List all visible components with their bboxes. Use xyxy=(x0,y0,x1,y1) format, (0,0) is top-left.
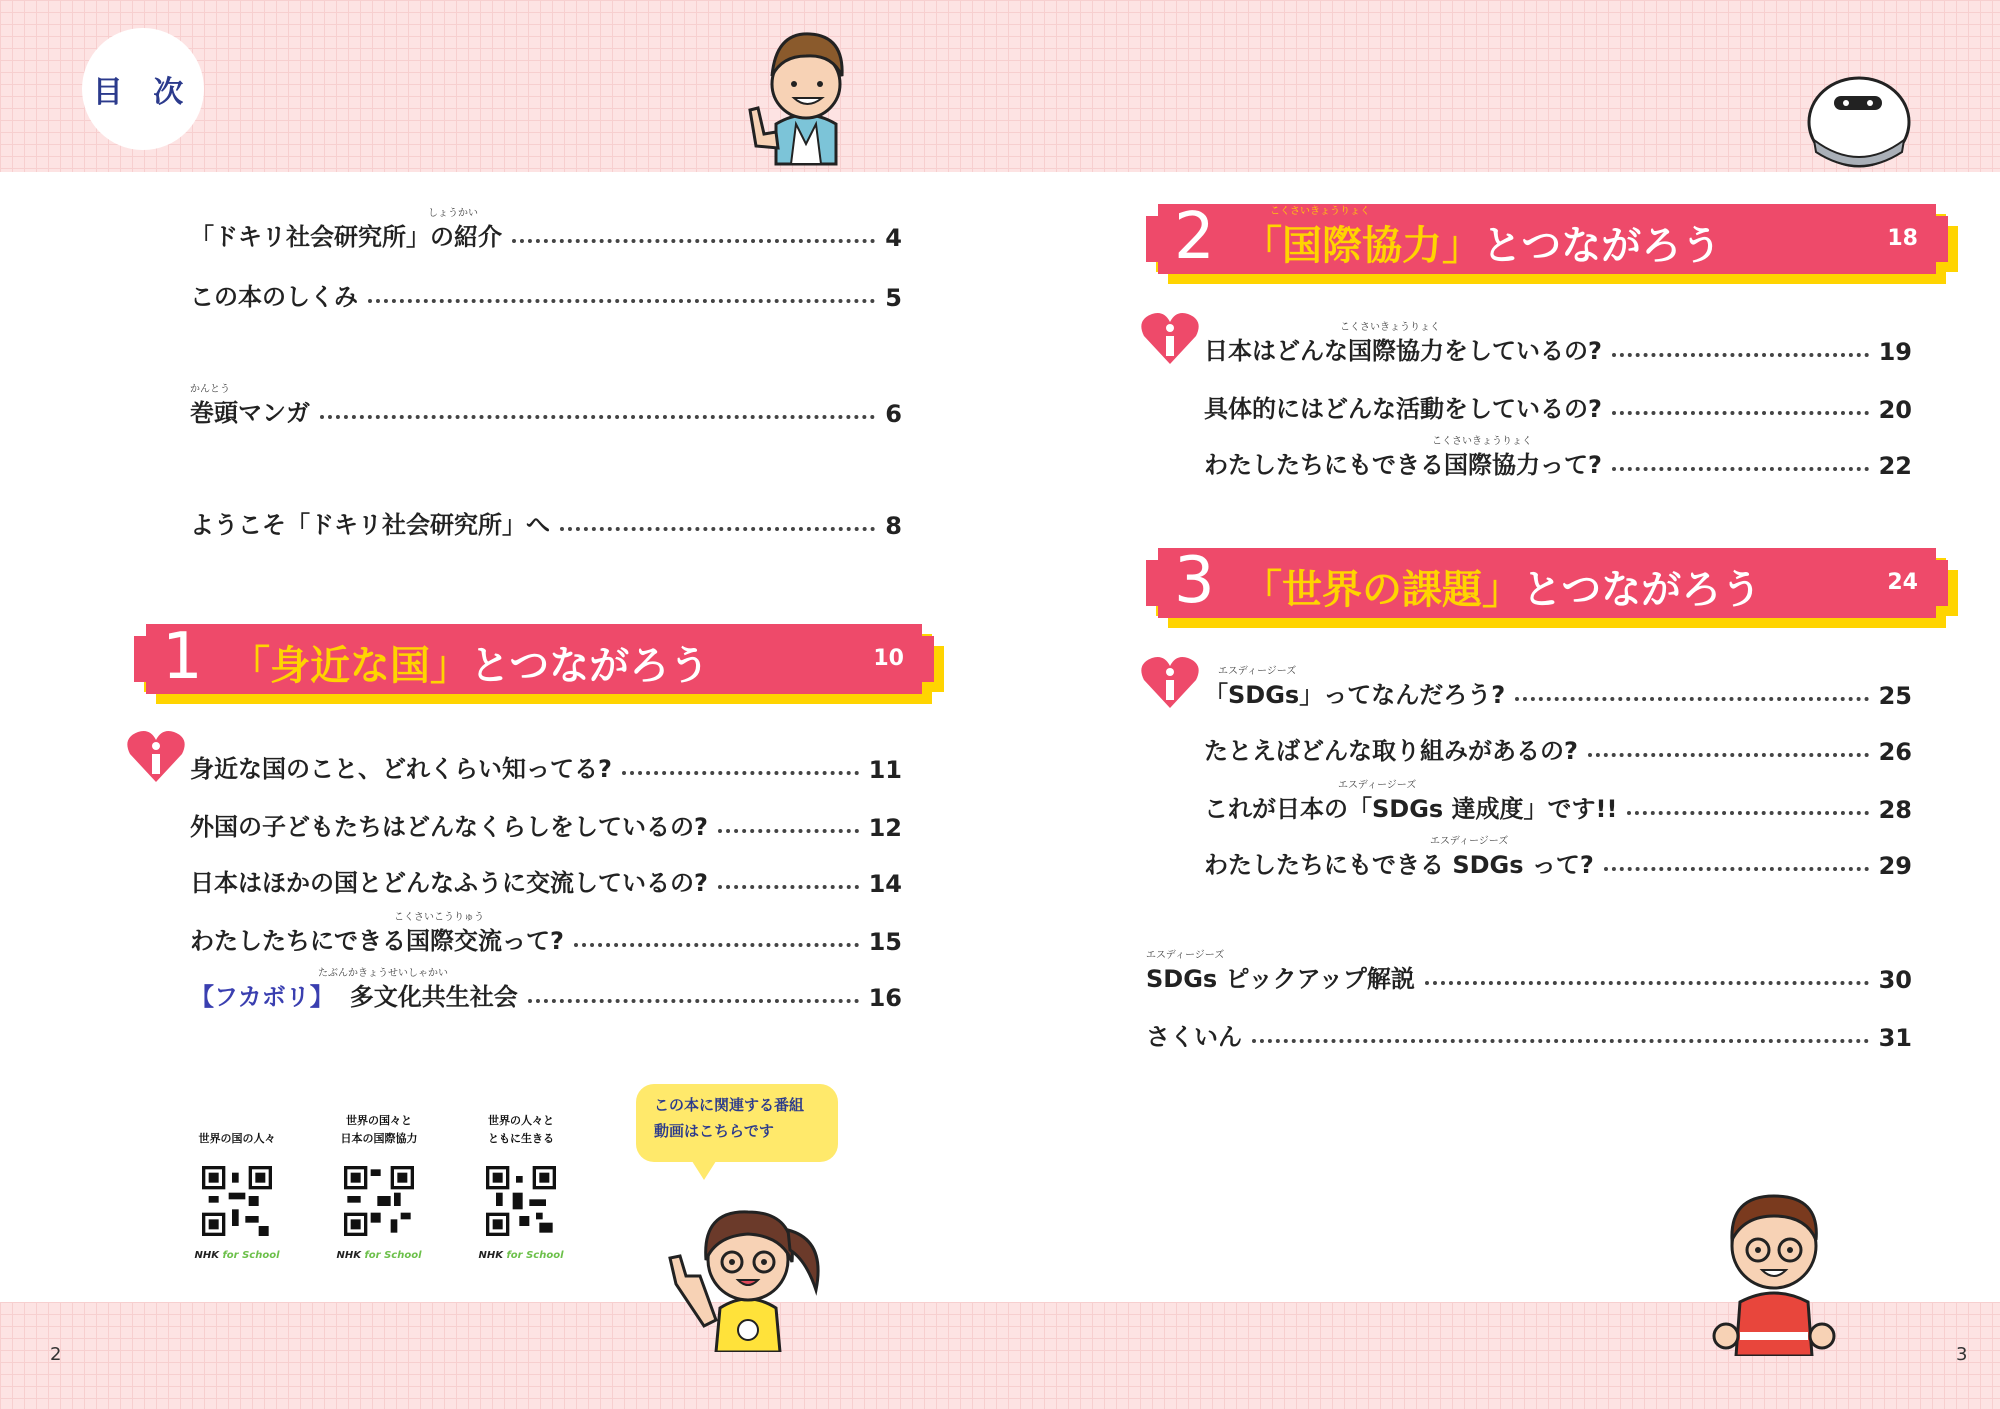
toc-label: 日本はほかの国とどんなふうに交流しているの? xyxy=(190,869,708,897)
toc-label: これが日本の「SDGs 達成度」です!! xyxy=(1204,795,1618,823)
robot-illustration xyxy=(1806,70,1912,168)
qr-caption: 世界の人々と ともに生きる xyxy=(488,1114,554,1145)
chapter-title xyxy=(1242,558,1761,615)
toc-page-number: 30 xyxy=(1878,966,1912,994)
ruby-text: こくさいきょうりょく xyxy=(1432,436,1532,447)
chapter-title xyxy=(1242,214,1721,271)
chapter-title-rest: とつながろう xyxy=(470,643,710,689)
toc-page-number: 5 xyxy=(885,284,902,312)
speech-bubble-line2: 動画はこちらです xyxy=(654,1122,774,1140)
chapter1-banner[interactable] xyxy=(134,620,934,694)
toc-page-number: 19 xyxy=(1878,338,1912,366)
toc-label: たとえばどんな取り組みがあるの? xyxy=(1204,737,1578,765)
ruby-text: エスディージーズ xyxy=(1338,780,1417,791)
chapter-page-number: 18 xyxy=(1887,226,1918,251)
toc-page-number: 25 xyxy=(1878,682,1912,710)
toc-label: 「SDGs」ってなんだろう? xyxy=(1204,681,1506,709)
toc-page-number: 6 xyxy=(885,400,902,428)
toc-item-book-structure[interactable] xyxy=(190,272,902,312)
toc-item-ch1-1[interactable] xyxy=(190,744,902,784)
leader-dots xyxy=(1612,353,1869,357)
toc-label: ようこそ「ドキリ社会研究所」へ xyxy=(190,511,550,539)
chapter-title-rest: とつながろう xyxy=(1522,567,1762,613)
toc-page-number: 14 xyxy=(868,870,902,898)
toc-page-number: 11 xyxy=(868,756,902,784)
toc-item-ch2-1[interactable] xyxy=(1204,322,1912,366)
toc-item-ch1-2[interactable] xyxy=(190,802,902,842)
leader-dots xyxy=(512,239,875,243)
boy-pointing-illustration xyxy=(736,14,876,172)
leader-dots xyxy=(1515,697,1868,701)
toc-item-ch3-2[interactable] xyxy=(1204,726,1912,766)
chapter-title-highlight: 「国際協力」 xyxy=(1242,223,1482,269)
ruby-text: こくさいきょうりょく xyxy=(1340,322,1440,333)
leader-dots xyxy=(528,999,859,1003)
toc-page-number: 15 xyxy=(868,928,902,956)
toc-label: 「ドキリ社会研究所」の紹介 xyxy=(190,223,502,251)
ruby-text: エスディージーズ xyxy=(1146,950,1225,961)
qr-caption: 世界の国の人々 xyxy=(198,1132,276,1145)
ruby-text: こくさいこうりゅう xyxy=(394,912,484,923)
qr-code-icon[interactable] xyxy=(344,1166,414,1236)
toc-label: 巻頭マンガ xyxy=(190,399,310,427)
chapter-title-rest: とつながろう xyxy=(1482,223,1722,269)
leader-dots xyxy=(1612,467,1869,471)
speech-bubble xyxy=(636,1084,838,1162)
qr-code-icon[interactable] xyxy=(202,1166,272,1236)
chapter-title-highlight: 「世界の課題」 xyxy=(1242,567,1522,613)
ruby-text: かんとう xyxy=(190,384,230,395)
leader-dots xyxy=(574,943,859,947)
toc-title: 目 次 xyxy=(92,75,194,110)
toc-item-ch1-fukabori[interactable] xyxy=(190,968,902,1012)
toc-label: わたしたちにもできる SDGs って? xyxy=(1204,851,1594,879)
chapter3-banner[interactable] xyxy=(1146,544,1948,618)
toc-label: SDGs ピックアップ解説 xyxy=(1146,965,1415,993)
fukabori-tag: 【フカボリ】 xyxy=(190,983,334,1011)
toc-item-index[interactable] xyxy=(1146,1012,1912,1052)
leader-dots xyxy=(1425,981,1869,985)
toc-item-ch2-3[interactable] xyxy=(1204,436,1912,480)
toc-page-number: 28 xyxy=(1878,796,1912,824)
chapter-number: 2 xyxy=(1174,200,1215,274)
qr-code-icon[interactable] xyxy=(486,1166,556,1236)
toc-label: わたしたちにもできる国際協力って? xyxy=(1204,451,1602,479)
chapter-page-number: 10 xyxy=(873,646,904,671)
toc-label: 具体的にはどんな活動をしているの? xyxy=(1204,395,1602,423)
leader-dots xyxy=(1252,1039,1869,1043)
boy-glasses-illustration xyxy=(1712,1176,1836,1356)
chapter-title-highlight: 「身近な国」 xyxy=(230,643,470,689)
speech-bubble-line1: この本に関連する番組 xyxy=(654,1096,805,1114)
toc-label: 外国の子どもたちはどんなくらしをしているの? xyxy=(190,813,708,841)
leader-dots xyxy=(1604,867,1869,871)
qr-code-block-2[interactable] xyxy=(324,1108,434,1261)
ruby-text: エスディージーズ xyxy=(1218,666,1297,677)
toc-page-number: 20 xyxy=(1878,396,1912,424)
toc-item-sdgs-pickup[interactable] xyxy=(1146,950,1912,994)
toc-item-ch3-1[interactable] xyxy=(1204,666,1912,710)
ruby-text: たぶんかきょうせいしゃかい xyxy=(318,968,448,979)
chapter-title xyxy=(230,634,709,691)
heart-info-icon xyxy=(126,728,186,784)
toc-page-number: 16 xyxy=(868,984,902,1012)
toc-label: さくいん xyxy=(1146,1023,1242,1051)
toc-label-wrapper xyxy=(190,977,518,1012)
ruby-text: こくさいきょうりょく xyxy=(1270,206,1370,217)
header-grid-band xyxy=(0,0,2000,172)
footer-grid-band xyxy=(0,1302,2000,1409)
ruby-text: エスディージーズ xyxy=(1430,836,1509,847)
toc-label: 身近な国のこと、どれくらい知ってる? xyxy=(190,755,612,783)
toc-item-ch2-2[interactable] xyxy=(1204,384,1912,424)
heart-info-icon xyxy=(1140,654,1200,710)
nhk-for-school-logo: NHK for School xyxy=(194,1250,280,1261)
toc-item-ch1-4[interactable] xyxy=(190,912,902,956)
toc-page-number: 26 xyxy=(1878,738,1912,766)
toc-item-ch3-4[interactable] xyxy=(1204,836,1912,880)
toc-page-number: 8 xyxy=(885,512,902,540)
toc-page-number: 29 xyxy=(1878,852,1912,880)
girl-waving-illustration xyxy=(656,1180,840,1352)
leader-dots xyxy=(1612,411,1869,415)
toc-title-badge xyxy=(82,28,204,150)
leader-dots xyxy=(622,771,859,775)
leader-dots xyxy=(560,527,875,531)
ruby-text: しょうかい xyxy=(428,208,478,219)
nhk-for-school-logo: NHK for School xyxy=(478,1250,564,1261)
page-number-left: 2 xyxy=(50,1344,62,1365)
leader-dots xyxy=(718,885,859,889)
leader-dots xyxy=(1627,811,1868,815)
toc-page-number: 22 xyxy=(1878,452,1912,480)
toc-item-ch1-3[interactable] xyxy=(190,858,902,898)
qr-caption: 世界の国々と 日本の国際協力 xyxy=(340,1114,418,1145)
toc-label: わたしたちにできる国際交流って? xyxy=(190,927,564,955)
toc-item-welcome[interactable] xyxy=(190,500,902,540)
toc-page-number: 4 xyxy=(885,224,902,252)
heart-info-icon xyxy=(1140,310,1200,366)
leader-dots xyxy=(718,829,859,833)
toc-item-opening-manga[interactable] xyxy=(190,384,902,428)
qr-code-block-3[interactable] xyxy=(466,1108,576,1261)
toc-label: 日本はどんな国際協力をしているの? xyxy=(1204,337,1602,365)
leader-dots xyxy=(368,299,875,303)
toc-item-ch3-3[interactable] xyxy=(1204,780,1912,824)
page-number-right: 3 xyxy=(1956,1344,1968,1365)
toc-label: この本のしくみ xyxy=(190,283,358,311)
toc-item-lab-intro[interactable] xyxy=(190,208,902,252)
toc-page-number: 12 xyxy=(868,814,902,842)
leader-dots xyxy=(1588,753,1869,757)
qr-code-block-1[interactable] xyxy=(182,1108,292,1261)
chapter-page-number: 24 xyxy=(1887,570,1918,595)
chapter2-banner[interactable] xyxy=(1146,200,1948,274)
speech-bubble-tail xyxy=(690,1158,718,1180)
nhk-for-school-logo: NHK for School xyxy=(336,1250,422,1261)
leader-dots xyxy=(320,415,875,419)
chapter-number: 3 xyxy=(1174,544,1215,618)
toc-page-number: 31 xyxy=(1878,1024,1912,1052)
toc-label: 多文化共生社会 xyxy=(349,983,518,1011)
chapter-number: 1 xyxy=(162,620,203,694)
